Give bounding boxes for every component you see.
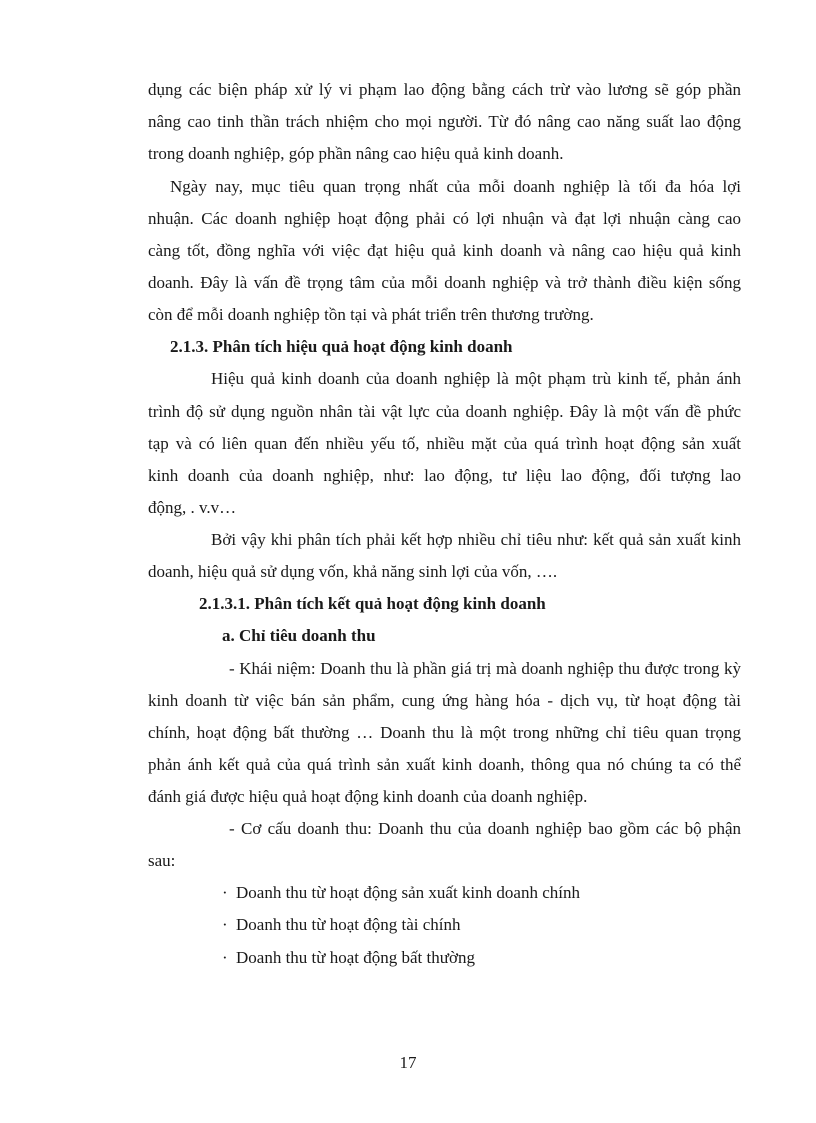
paragraph-5-line-2: kinh doanh từ việc bán sản phẩm, cung ứng hàng hóa - dịch vụ, từ hoạt động tài	[148, 691, 741, 710]
paragraph-5-line-5: đánh giá được hiệu quả hoạt động kinh doanh của doanh nghiệp.	[148, 787, 588, 806]
bullet-dot-icon: ·	[222, 948, 228, 967]
bullet-dot-icon: ·	[222, 915, 228, 934]
paragraph-3-line-1: Hiệu quả kinh doanh của doanh nghiệp là một phạm trù kinh tế, phản ánh	[211, 369, 741, 388]
paragraph-5-line-1: - Khái niệm: Doanh thu là phần giá trị mà doanh nghiệp thu được trong kỳ	[229, 659, 741, 678]
paragraph-4-line-1: Bởi vậy khi phân tích phải kết hợp nhiều chỉ tiêu như: kết quả sản xuất kinh	[211, 530, 741, 549]
paragraph-5-line-4: phản ánh kết quả của quá trình sản xuất kinh doanh, thông qua nó chúng ta có thể	[148, 755, 741, 774]
bullet-item	[222, 915, 461, 935]
bullet-item	[222, 948, 475, 968]
paragraph-2-line-5: còn để mỗi doanh nghiệp tồn tại và phát triển trên thương trường.	[148, 305, 594, 324]
heading-2-1-3: 2.1.3. Phân tích hiệu quả hoạt động kinh doanh	[170, 337, 513, 356]
page-number: 17	[399, 1053, 417, 1072]
paragraph-6-line-1: - Cơ cấu doanh thu: Doanh thu của doanh nghiệp bao gồm các bộ phận	[229, 819, 741, 838]
paragraph-2-line-3: càng tốt, đồng nghĩa với việc đạt hiệu quả kinh doanh và nâng cao hiệu quả kinh	[148, 241, 741, 260]
paragraph-2-line-1: Ngày nay, mục tiêu quan trọng nhất của mỗi doanh nghiệp là tối đa hóa lợi	[170, 177, 741, 196]
paragraph-5-line-3: chính, hoạt động bất thường … Doanh thu là một trong những chỉ tiêu quan trọng	[148, 723, 741, 742]
paragraph-2-line-2: nhuận. Các doanh nghiệp hoạt động phải có lợi nhuận và đạt lợi nhuận càng cao	[148, 209, 741, 228]
bullet-item-text: Doanh thu từ hoạt động sản xuất kinh doanh chính	[236, 883, 580, 902]
bullet-item-text: Doanh thu từ hoạt động tài chính	[236, 915, 461, 934]
paragraph-2-line-4: doanh. Đây là vấn đề trọng tâm của mỗi doanh nghiệp và trở thành điều kiện sống	[148, 273, 741, 292]
paragraph-6-line-2: sau:	[148, 851, 176, 870]
paragraph-3-line-4: kinh doanh của doanh nghiệp, như: lao động, tư liệu lao động, đối tượng lao	[148, 466, 741, 485]
paragraph-3-line-3: tạp và có liên quan đến nhiều yếu tố, nhiều mặt của quá trình hoạt động sản xuất	[148, 434, 741, 453]
heading-a-revenue-indicator: a. Chỉ tiêu doanh thu	[222, 626, 376, 645]
paragraph-1-line-2: nâng cao tinh thần trách nhiệm cho mọi người. Từ đó nâng cao năng suất lao động	[148, 112, 741, 131]
bullet-item-text: Doanh thu từ hoạt động bất thường	[236, 948, 475, 967]
paragraph-3-line-5: động, . v.v…	[148, 498, 237, 517]
paragraph-1-line-3: trong doanh nghiệp, góp phần nâng cao hiệu quả kinh doanh.	[148, 144, 564, 163]
bullet-dot-icon: ·	[222, 883, 228, 902]
paragraph-1-line-1: dụng các biện pháp xử lý vi phạm lao động bằng cách trừ vào lương sẽ góp phần	[148, 80, 741, 99]
heading-2-1-3-1: 2.1.3.1. Phân tích kết quả hoạt động kinh doanh	[199, 594, 546, 613]
paragraph-4-line-2: doanh, hiệu quả sử dụng vốn, khả năng sinh lợi của vốn, ….	[148, 562, 558, 581]
bullet-item	[222, 883, 580, 903]
paragraph-3-line-2: trình độ sử dụng nguồn nhân tài vật lực của doanh nghiệp. Đây là một vấn đề phức	[148, 402, 741, 421]
